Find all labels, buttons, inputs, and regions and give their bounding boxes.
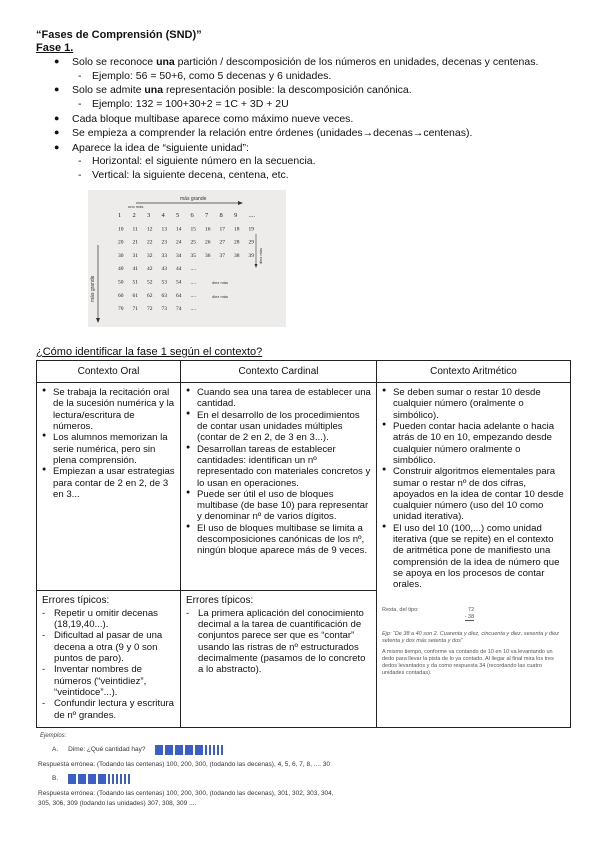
header-cardinal: Contexto Cardinal	[181, 361, 377, 383]
grid-number: 7	[205, 212, 209, 219]
cell-cardinal-errors	[181, 591, 377, 728]
bullet-text-bold: una	[144, 84, 164, 97]
hundred-grid-figure	[88, 190, 286, 327]
grid-number: 27	[219, 239, 225, 246]
arithmetic-item: ● Se deben sumar o restar 10 desde cualquier número (oralmente o simbólico).	[382, 387, 565, 421]
grid-number: 32	[147, 252, 153, 259]
grid-number: 42	[147, 266, 153, 273]
arithmetic-item: ● Construir algoritmos elementales para sumar o restar nº de dos cifras, apoyados en la idea de contar 10 desde cualquier número (uso del 10 como unidad iterativa).	[382, 466, 565, 523]
oral-error-item: - Dificultad al pasar de una decena a otra (9 y 0 son puntos de paro).	[42, 630, 175, 664]
cell-oral-errors	[37, 591, 181, 728]
bullet-item	[54, 113, 574, 127]
grid-number: 61	[132, 292, 138, 299]
oral-error-item: - Repetir u omitir decenas (18,19,40...).	[42, 608, 175, 631]
example-a-label: A.	[52, 745, 59, 753]
grid-number: 17	[219, 226, 225, 233]
bullet-item	[54, 84, 574, 111]
grid-number: 33	[161, 252, 167, 259]
grid-number: 13	[161, 226, 167, 233]
cardinal-item: ● Cuando sea una tarea de establecer una cantidad.	[186, 387, 371, 410]
sub-list	[78, 155, 574, 182]
bullet-text-post: representación posible: la descomposición canónica.	[163, 84, 412, 97]
grid-number: 15	[190, 226, 196, 233]
grid-number: 4	[161, 212, 165, 219]
grid-number: 31	[132, 252, 138, 259]
grid-number: 22	[147, 239, 153, 246]
grid-diez-mas-1: diez más	[212, 280, 229, 285]
op-label: Resta, del tipo:	[382, 606, 419, 613]
grid-number: ....	[190, 279, 196, 286]
op-note: A mismo tiempo, conforme va contando de 10 en 10 va levantando un dedo para llevar la pista de lo ya contado. Al llegar al final mira los tres dedos levantados y da como respuesta 34 (recordando las cuatro unidades contadas).	[382, 649, 554, 676]
grid-number: 10	[118, 226, 124, 233]
sub-item: - Ejemplo: 132 = 100+30+2 = 1C + 3D + 2U	[78, 98, 574, 112]
grid-number: 24	[176, 239, 182, 246]
oral-errors-title: Errores típicos:	[42, 595, 110, 606]
bullet-text-pre: Se empieza a comprender la relación entre órdenes (unidades→decenas→centenas).	[72, 127, 473, 140]
grid-side-label: más grande	[90, 275, 96, 302]
context-table	[36, 360, 571, 728]
grid-number: ....	[190, 266, 196, 273]
grid-number: 50	[118, 279, 124, 286]
cardinal-errors-title: Errores típicos:	[186, 595, 254, 606]
grid-number: 64	[176, 292, 182, 299]
grid-number: 34	[176, 252, 182, 259]
grid-number: 30	[118, 252, 124, 259]
phase-heading: Fase 1.	[36, 42, 74, 54]
grid-number: 1	[118, 212, 122, 219]
grid-number: 63	[161, 292, 167, 299]
arithmetic-item: ● El uso del 10 (100,...) como unidad iterativa (que se repite) en el contexto de aritmética pone de manifiesto una comprensión de la idea de número que se apoya en los procesos de contar orales.	[382, 523, 565, 591]
bullet-text-pre: Solo se admite	[72, 84, 145, 97]
grid-number: 41	[132, 266, 138, 273]
cardinal-item: ● En el desarrollo de los procedimientos de contar usan unidades múltiples (contar de 2 en 2, de 3 en 3...).	[186, 410, 371, 444]
grid-number: 62	[147, 292, 153, 299]
grid-top-label: más grande	[180, 196, 207, 202]
bullet-text-bold: una	[156, 56, 175, 68]
example-b	[52, 774, 130, 784]
example-b-response-2: 305, 306, 309 (todando las unidades) 307, 308, 309 ....	[38, 800, 197, 807]
example-b-response-1: Respuesta errónea: (Todando las centenas) 100, 200, 300, (todando las decenas), 301, 302, 303, 304,	[38, 790, 334, 797]
op-top: 72	[468, 606, 475, 613]
grid-number: 12	[147, 226, 153, 233]
bullet-item	[54, 142, 574, 183]
example-b-blocks-image	[68, 774, 130, 784]
grid-diez-mas-2: diez más	[212, 294, 229, 299]
grid-number: 20	[118, 239, 124, 246]
arithmetic-item: ● Pueden contar hacia adelante o hacia atrás de 10 en 10, empezando desde cualquier número oralmente o simbólico.	[382, 421, 565, 466]
context-question: ¿Cómo identificar la fase 1 según el contexto?	[36, 346, 263, 358]
cardinal-item: ● Puede ser útil el uso de bloques multibase (de base 10) para representar y denominar nº de varios dígitos.	[186, 489, 371, 523]
example-a	[52, 745, 223, 755]
examples-label: Ejemplos:	[40, 733, 67, 739]
grid-number: 37	[219, 252, 225, 259]
bullet-text-pre: Aparece la idea de “siguiente unidad”:	[72, 141, 249, 154]
grid-number: 35	[190, 252, 196, 259]
cardinal-error-item: - La primera aplicación del conocimiento decimal a la tarea de cuantificación de conjuntos parece ser que es “contar” usando las ristras de nº estructurados decimalmente (pasamos de lo concreto a lo abstracto).	[186, 608, 371, 676]
grid-number: 38	[234, 252, 240, 259]
oral-error-item: - Inventar nombres de números (“veintidiez”, “veintidoce”...).	[42, 664, 175, 698]
op-quote: Ejp: “De 38 a 40 son 2. Cuarenta y diez, cincuenta y diez, sesenta y diez setenta y dos más setenta y dos”	[382, 631, 560, 645]
grid-number: 8	[219, 212, 223, 219]
grid-number: 60	[118, 292, 124, 299]
grid-number: 18	[234, 226, 240, 233]
cell-oral	[37, 383, 181, 591]
grid-number: 28	[234, 239, 240, 246]
cell-cardinal	[181, 383, 377, 591]
grid-number: 43	[161, 266, 167, 273]
grid-number: 11	[132, 226, 138, 233]
grid-small-label: uno más	[128, 204, 144, 209]
grid-right-label: diez más	[258, 247, 263, 264]
grid-number: 52	[147, 279, 153, 286]
grid-number: 16	[205, 226, 211, 233]
bullet-text-post: partición / descomposición de los números en unidades, decenas y centenas.	[174, 56, 539, 68]
bullet-item	[54, 127, 574, 141]
grid-number: ....	[190, 306, 196, 313]
oral-item: ● Se trabaja la recitación oral de la sucesión numérica y la lectura/escritura de números.	[42, 387, 175, 432]
grid-number: 72	[147, 306, 153, 313]
grid-number: 29	[248, 239, 254, 246]
grid-number: ....	[248, 212, 255, 219]
header-arithmetic: Contexto Aritmético	[377, 361, 571, 383]
sub-list	[78, 98, 574, 112]
bullet-text-pre: Solo se reconoce	[72, 56, 157, 68]
grid-number: 2	[132, 212, 136, 219]
grid-number: 44	[176, 266, 182, 273]
sub-item: - Horizontal: el siguiente número en la secuencia.	[78, 155, 574, 169]
sub-item: - Ejemplo: 56 = 50+6, como 5 decenas y 6 unidades.	[78, 70, 574, 84]
phase-characteristics-list	[54, 56, 574, 184]
cardinal-item: ● Desarrollan tareas de establecer cantidades: identifican un nº representado con materiales concretos y lo usan en operaciones.	[186, 444, 371, 489]
oral-item: ● Empiezan a usar estrategias para contar de 2 en 2, de 3 en 3...	[42, 466, 175, 500]
grid-number: 14	[176, 226, 182, 233]
oral-item: ● Los alumnos memorizan la serie numérica, pero sin plena comprensión.	[42, 432, 175, 466]
sub-item: - Vertical: la siguiente decena, centena, etc.	[78, 169, 574, 183]
grid-number: 3	[147, 212, 151, 219]
oral-error-item: - Confundir lectura y escritura de nº grandes.	[42, 698, 175, 721]
grid-number: 53	[161, 279, 167, 286]
grid-number: 6	[190, 212, 194, 219]
sub-list	[78, 70, 574, 84]
grid-number: 70	[118, 306, 124, 313]
grid-number: 73	[161, 306, 167, 313]
header-oral: Contexto Oral	[37, 361, 181, 383]
grid-number: 5	[176, 212, 180, 219]
grid-number: 71	[132, 306, 138, 313]
example-a-blocks-image	[155, 745, 223, 755]
grid-number: 51	[132, 279, 138, 286]
cell-arithmetic	[377, 383, 571, 728]
grid-number: 19	[248, 226, 254, 233]
grid-number: 36	[205, 252, 211, 259]
bullet-item	[54, 56, 574, 83]
grid-number: 54	[176, 279, 182, 286]
grid-number: 39	[248, 252, 254, 259]
grid-number: ....	[190, 292, 196, 299]
grid-number: 26	[205, 239, 211, 246]
example-a-response: Respuesta errónea: (Todando las centenas) 100, 200, 300, (todando las decenas), 4, 5, 6, 7, 8, .... 30	[38, 761, 330, 768]
grid-number: 40	[118, 266, 124, 273]
bullet-text-pre: Cada bloque multibase aparece como máximo nueve veces.	[72, 112, 354, 125]
grid-number: 9	[234, 212, 238, 219]
example-b-label: B.	[52, 774, 59, 782]
op-bottom: - 38	[464, 613, 475, 620]
grid-number: 21	[132, 239, 138, 246]
grid-number: 23	[161, 239, 167, 246]
document-title: “Fases de Comprensión (SND)”	[36, 29, 202, 41]
grid-number: 25	[190, 239, 196, 246]
cardinal-item: ● El uso de bloques multibase se limita a descomposiciones canónicas de los nº, ningún bloque aparece más de 9 veces.	[186, 523, 371, 557]
grid-number: 74	[176, 306, 182, 313]
arithmetic-example-figure	[382, 607, 565, 677]
example-a-question: Dime: ¿Qué cantidad hay?	[68, 745, 146, 753]
